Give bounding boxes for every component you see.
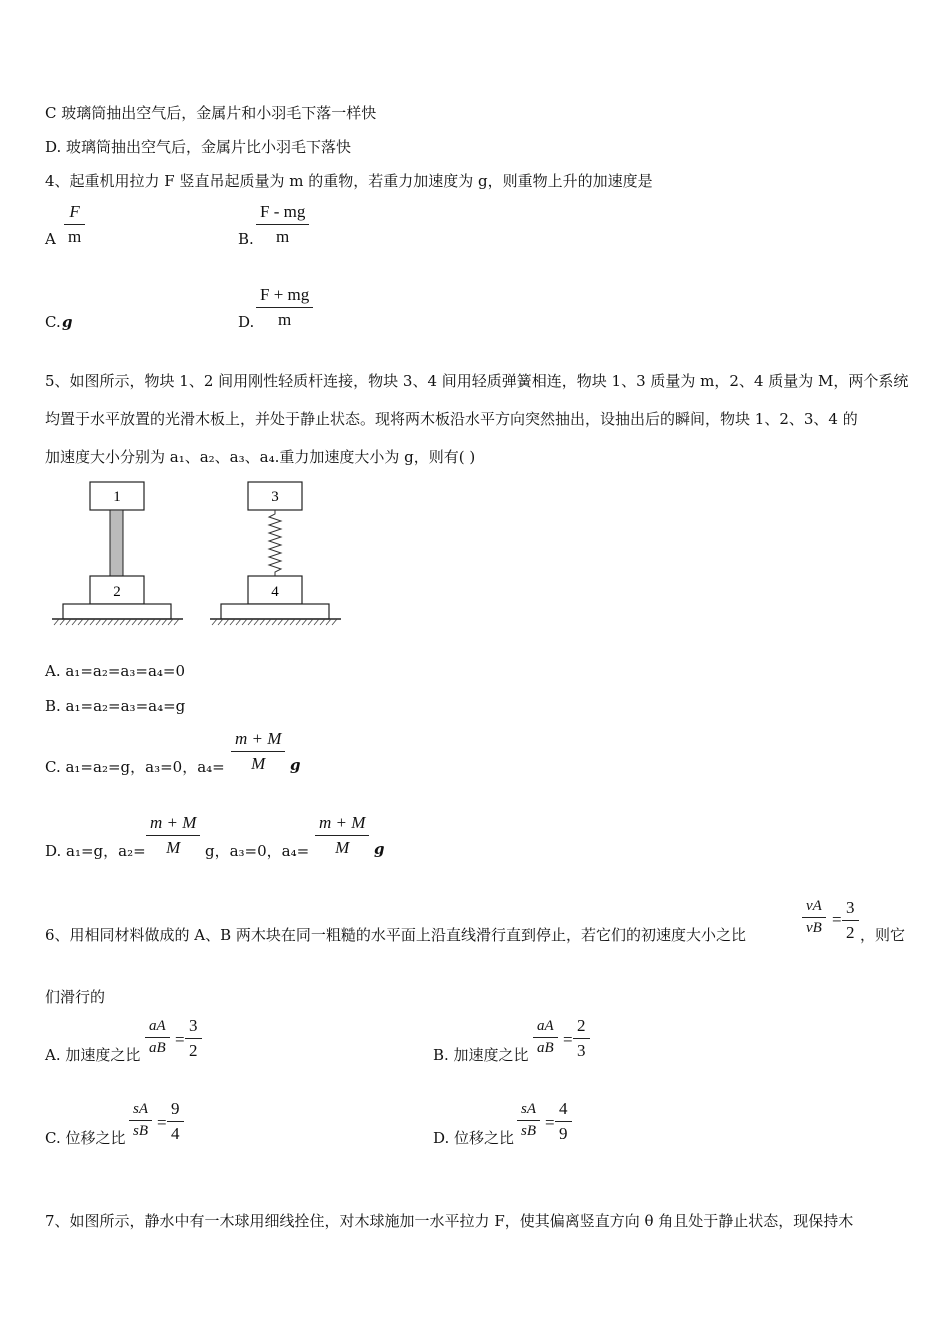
- q4-option-d-label: D.: [238, 313, 255, 331]
- q6-option-a-left: [145, 1018, 170, 1057]
- q6-option-a-equals: =: [175, 1030, 185, 1049]
- q5-option-d-g: g: [374, 840, 385, 858]
- q4-option-b-numerator: F - mg: [260, 202, 306, 221]
- q6-option-b-right-den: 3: [573, 1038, 590, 1061]
- q3-option-c: C 玻璃筒抽出空气后，金属片和小羽毛下落一样快: [45, 104, 377, 122]
- q4-option-b-label: B.: [238, 230, 254, 248]
- q5-option-a: A. a₁=a₂=a₃=a₄=0: [45, 662, 186, 680]
- q5-blocks-figure: [50, 478, 350, 630]
- q6-option-d-equals: =: [545, 1113, 555, 1132]
- q5-option-c-g: g: [290, 756, 301, 774]
- q5-option-d-numerator2: m + M: [319, 813, 366, 832]
- rigid-rod: [110, 510, 123, 576]
- block-3-label: 3: [271, 489, 279, 505]
- q4-stem: 4、起重机用拉力 F 竖直吊起质量为 m 的重物，若重力加速度为 g，则重物上升的加速度是: [45, 172, 653, 190]
- q6-option-b-label: B. 加速度之比: [433, 1046, 529, 1064]
- q5-option-d-denominator2: M: [315, 835, 369, 858]
- q6-option-d-left-num: sA: [521, 1101, 536, 1117]
- q7-stem-line1: 7、如图所示，静水中有一木球用细线拴住，对木球施加一水平拉力 F，使其偏离竖直方向 θ 角且处于静止状态，现保持木: [45, 1212, 854, 1230]
- q4-option-c-label: C.: [45, 313, 61, 331]
- q4-option-b-denominator: m: [256, 224, 309, 247]
- q6-ratio-left-den: vB: [802, 917, 826, 937]
- q6-option-a-left-den: aB: [145, 1037, 170, 1057]
- block-4-label: 4: [271, 584, 279, 600]
- q5-option-c-denominator: M: [231, 751, 285, 774]
- q6-option-b-right: [573, 1016, 590, 1061]
- q6-option-d-right-den: 9: [555, 1121, 572, 1144]
- q6-option-a-left-num: aA: [149, 1018, 166, 1034]
- q6-option-a-right: [185, 1016, 202, 1061]
- q6-stem-line2: 们滑行的: [45, 988, 106, 1006]
- q6-option-c-left: [129, 1101, 152, 1140]
- q4-option-a-label: A: [45, 230, 56, 248]
- q6-option-d-right-num: 4: [559, 1099, 568, 1118]
- q5-option-c-fraction: [231, 729, 285, 774]
- q6-ratio-right-num: 3: [846, 898, 855, 917]
- q6-option-c-right-num: 9: [171, 1099, 180, 1118]
- q4-option-d-fraction: [256, 285, 313, 330]
- q4-option-d-denominator: m: [256, 307, 313, 330]
- q6-option-a-right-den: 2: [185, 1038, 202, 1061]
- q6-option-c-right: [167, 1099, 184, 1144]
- q4-option-d-numerator: F + mg: [260, 285, 310, 304]
- q6-option-c-left-num: sA: [133, 1101, 148, 1117]
- q5-stem-line1: 5、如图所示，物块 1、2 间用刚性轻质杆连接，物块 3、4 间用轻质弹簧相连，物块 1、3 质量为 m，2、4 质量为 M，两个系统: [45, 372, 909, 390]
- q3-option-d: D. 玻璃筒抽出空气后，金属片比小羽毛下落快: [45, 138, 352, 156]
- q6-option-a-label: A. 加速度之比: [45, 1046, 141, 1064]
- q6-option-d-label: D. 位移之比: [433, 1129, 515, 1147]
- q5-option-d-numerator1: m + M: [150, 813, 197, 832]
- board-right: [221, 604, 329, 619]
- q6-option-c-equals: =: [157, 1113, 167, 1132]
- block-1-label: 1: [113, 489, 121, 505]
- q6-option-c-left-den: sB: [129, 1120, 152, 1140]
- q5-option-c-numerator: m + M: [235, 729, 282, 748]
- q4-option-a-fraction: [64, 202, 85, 247]
- q6-option-b-equals: =: [563, 1030, 573, 1049]
- q5-option-b: B. a₁=a₂=a₃=a₄=g: [45, 697, 186, 715]
- board-left: [63, 604, 171, 619]
- q6-ratio-left: [802, 898, 826, 937]
- q6-option-d-left-den: sB: [517, 1120, 540, 1140]
- q6-option-b-left: [533, 1018, 558, 1057]
- q6-option-a-right-num: 3: [189, 1016, 198, 1035]
- q5-stem-line3: 加速度大小分别为 a₁、a₂、a₃、a₄.重力加速度大小为 g，则有( ): [45, 448, 476, 466]
- q6-ratio-right-den: 2: [842, 920, 859, 943]
- q5-option-c-text: C. a₁=a₂=g，a₃=0，a₄=: [45, 758, 225, 776]
- q6-stem-tail: ，则它: [860, 926, 906, 944]
- q6-option-d-left: [517, 1101, 540, 1140]
- ground-hatch-left: [54, 619, 179, 625]
- q6-option-d-right: [555, 1099, 572, 1144]
- block-2-label: 2: [113, 584, 121, 600]
- q6-option-b-left-num: aA: [537, 1018, 554, 1034]
- q4-option-c-value: g: [62, 313, 73, 331]
- q6-option-b-right-num: 2: [577, 1016, 586, 1035]
- q6-ratio-left-num: vA: [806, 898, 822, 914]
- q4-option-a-numerator: F: [69, 202, 80, 221]
- q4-option-b-fraction: [256, 202, 309, 247]
- q6-stem-line1: 6、用相同材料做成的 A、B 两木块在同一粗糙的水平面上沿直线滑行直到停止，若它们的初速度大小之比: [45, 926, 746, 944]
- q5-option-d-text1: D. a₁=g，a₂=: [45, 842, 146, 860]
- q6-ratio-right: [842, 898, 859, 943]
- spring: [269, 510, 281, 576]
- q5-option-d-fraction2: [315, 813, 369, 858]
- q4-option-a-denominator: m: [64, 224, 85, 247]
- q5-stem-line2: 均置于水平放置的光滑木板上，并处于静止状态。现将两木板沿水平方向突然抽出，设抽出后的瞬间，物块 1、2、3、4 的: [45, 410, 858, 428]
- q6-ratio-equals: =: [832, 910, 842, 929]
- q6-option-c-right-den: 4: [167, 1121, 184, 1144]
- q6-option-b-left-den: aB: [533, 1037, 558, 1057]
- q5-option-d-fraction1: [146, 813, 200, 858]
- ground-hatch-right: [212, 619, 337, 625]
- q5-option-d-denominator1: M: [146, 835, 200, 858]
- q5-option-d-text2: g，a₃=0，a₄=: [205, 842, 310, 860]
- q6-option-c-label: C. 位移之比: [45, 1129, 126, 1147]
